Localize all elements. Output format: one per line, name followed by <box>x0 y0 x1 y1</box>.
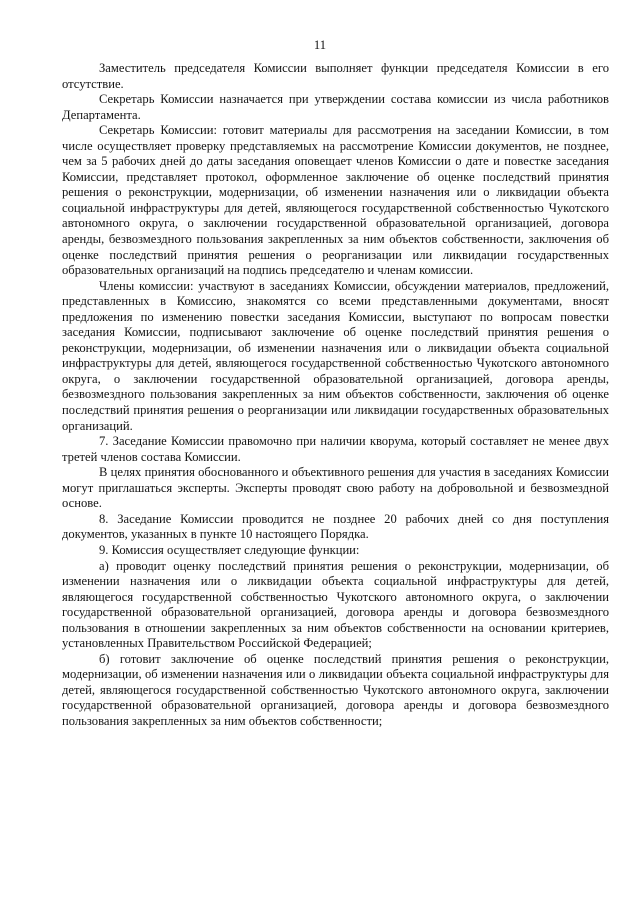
paragraph-item-9-functions: 9. Комиссия осуществляет следующие функции: <box>99 542 360 557</box>
paragraph-item-7-quorum: 7. Заседание Комиссии правомочно при наличии кворума, который составляет не менее двух третей членов состава Комиссии. <box>62 434 609 464</box>
paragraph-members-duties: Члены комиссии: участвуют в заседаниях Комиссии, обсуждении материалов, предложений, представленных в Комиссию, знакомятся со всеми представленными документами, вносят предложения по изменению повестки заседания Комиссии, выступают по вопросам повестки заседания Комиссии, подписывают заключение об оценке последствий принятия решения о реконструкции, модернизации, об изменении назначения или о ликвидации объекта социальной инфраструктуры для детей, являющегося государственной собственностью Чукотского автономного округа, о заключении государственной образовательной организацией, договора аренды, безвозмездного пользования закрепленных за ним объектов собственности, заключения об оценке последствий принятия решения о реорганизации или ликвидации государственных образовательных организаций. <box>62 278 609 433</box>
page-number: 11 <box>313 38 327 52</box>
document-body <box>62 61 609 730</box>
paragraph-item-8-meeting-deadline: 8. Заседание Комиссии проводится не позднее 20 рабочих дней со дня поступления документов, указанных в пункте 10 настоящего Порядка. <box>62 511 609 542</box>
paragraph-function-a: а) проводит оценку последствий принятия решения о реконструкции, модернизации, об изменении назначения или о ликвидации объекта социальной инфраструктуры для детей, являющегося государственной собственностью Чукотского автономного округа, о заключении государственной образовательной организацией, договора аренды и договора безвозмездного пользования в отношении закрепленных за ним объектов собственности на основании критериев, установленных Правительством Российской Федерацией; <box>62 558 609 651</box>
paragraph-function-b: б) готовит заключение об оценке последствий принятия решения о реконструкции, модернизации, об изменении назначения или о ликвидации объекта социальной инфраструктуры для детей, являющегося государственной собственностью Чукотского автономного округа, заключении государственной образовательной организацией, договора аренды и договора безвозмездного пользования закрепленных за ним объектов собственности; <box>62 651 609 728</box>
paragraph-secretary-duties: Секретарь Комиссии: готовит материалы для рассмотрения на заседании Комиссии, в том числе осуществляет проверку представляемых на рассмотрение Комиссии документов, не позднее, чем за 5 рабочих дней до даты заседания оповещает членов Комиссии о дате и повестке заседания Комиссии, представляет протокол, оформленное заключение об оценке последствий принятия решения о реконструкции, модернизации, об изменении назначения или о ликвидации объекта социальной инфраструктуры для детей, являющегося государственной собственностью Чукотского автономного округа, о заключении государственной образовательной организацией, договора аренды, безвозмездного пользования закрепленных за ним объектов собственности, заключения об оценке последствий принятия решения о реорганизации или ликвидации государственных образовательных организаций на подпись председателю и членам комиссии. <box>62 123 609 278</box>
paragraph-deputy-chair: Заместитель председателя Комиссии выполняет функции председателя Комиссии в его отсутствие. <box>62 61 609 91</box>
paragraph-experts: В целях принятия обоснованного и объективного решения для участия в заседаниях Комиссии могут приглашаться эксперты. Эксперты проводят свою работу на добровольной и безвозмездной основе. <box>62 465 609 511</box>
paragraph-secretary-appointment: Секретарь Комиссии назначается при утверждении состава комиссии из числа работников Департамента. <box>62 92 609 122</box>
